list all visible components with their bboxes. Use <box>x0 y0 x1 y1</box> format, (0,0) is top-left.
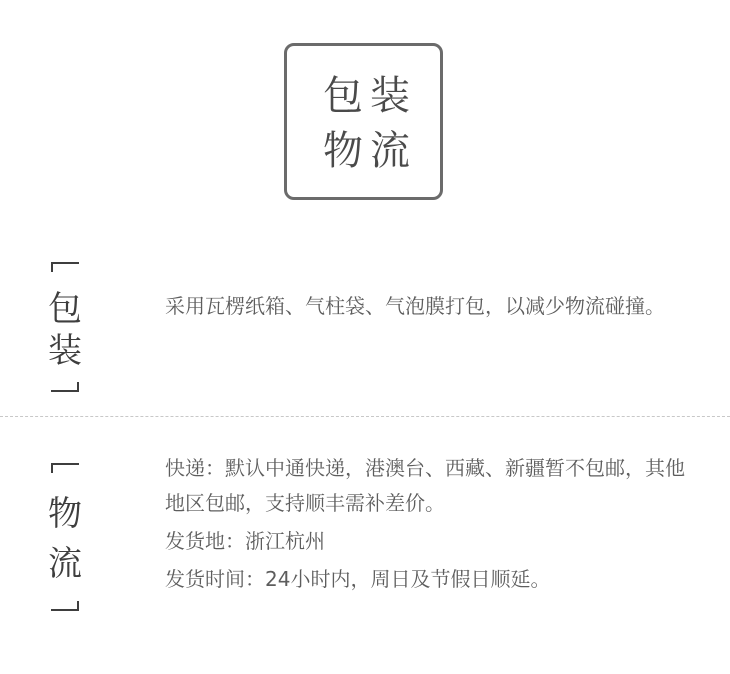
shipping-time-text: 发货时间：24小时内，周日及节假日顺延。 <box>165 567 551 591</box>
packaging-text: 采用瓦楞纸箱、气柱袋、气泡膜打包，以减少物流碰撞。 <box>165 294 665 318</box>
shipping-label-char-2: 流 <box>48 544 82 584</box>
packaging-label <box>44 262 86 392</box>
bracket-open <box>51 463 79 473</box>
packaging-label-char-2: 装 <box>48 331 82 371</box>
shipping-origin-text: 发货地：浙江杭州 <box>165 529 325 553</box>
shipping-description <box>165 451 695 597</box>
shipping-label-char-1: 物 <box>48 494 82 534</box>
packaging-label-char-1: 包 <box>48 289 82 329</box>
bracket-close <box>51 382 79 392</box>
title-char-4: 流 <box>370 128 410 174</box>
shipping-express-text: 快递：默认中通快递，港澳台、西藏、新疆暂不包邮，其他地区包邮，支持顺丰需补差价。 <box>165 456 685 515</box>
title-char-3: 物 <box>323 128 363 174</box>
section-divider <box>0 416 730 417</box>
packaging-description <box>165 289 695 324</box>
title-char-1: 包 <box>323 73 363 119</box>
section-title-box <box>284 43 443 200</box>
shipping-label <box>44 463 86 611</box>
bracket-open <box>51 262 79 272</box>
bracket-close <box>51 601 79 611</box>
title-char-2: 装 <box>370 73 410 119</box>
